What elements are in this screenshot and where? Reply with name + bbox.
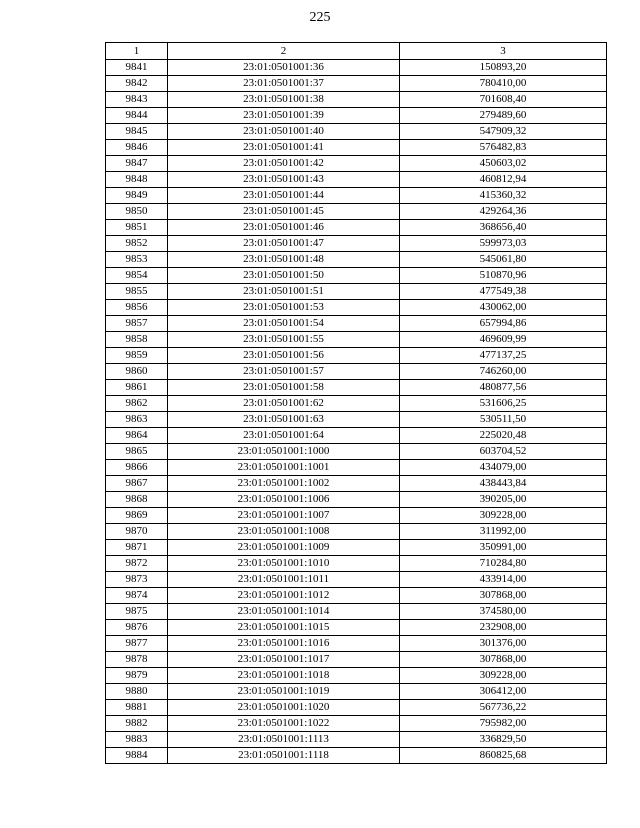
value-cell: 225020,48: [400, 428, 607, 444]
row-number-cell: 9843: [106, 92, 168, 108]
cadastral-number-cell: 23:01:0501001:1017: [168, 652, 400, 668]
row-number-cell: 9880: [106, 684, 168, 700]
value-cell: 469609,99: [400, 332, 607, 348]
cadastral-number-cell: 23:01:0501001:37: [168, 76, 400, 92]
value-cell: 545061,80: [400, 252, 607, 268]
row-number-cell: 9841: [106, 60, 168, 76]
cadastral-number-cell: 23:01:0501001:1008: [168, 524, 400, 540]
table-row: [106, 220, 607, 236]
row-number-cell: 9845: [106, 124, 168, 140]
value-cell: 350991,00: [400, 540, 607, 556]
value-cell: 434079,00: [400, 460, 607, 476]
row-number-cell: 9847: [106, 156, 168, 172]
value-cell: 306412,00: [400, 684, 607, 700]
cadastral-number-cell: 23:01:0501001:40: [168, 124, 400, 140]
value-cell: 390205,00: [400, 492, 607, 508]
row-number-cell: 9863: [106, 412, 168, 428]
value-cell: 374580,00: [400, 604, 607, 620]
table-row: [106, 428, 607, 444]
row-number-cell: 9850: [106, 204, 168, 220]
row-number-cell: 9878: [106, 652, 168, 668]
table-body: [106, 60, 607, 764]
table-row: [106, 748, 607, 764]
row-number-cell: 9876: [106, 620, 168, 636]
value-cell: 430062,00: [400, 300, 607, 316]
row-number-cell: 9849: [106, 188, 168, 204]
row-number-cell: 9868: [106, 492, 168, 508]
row-number-cell: 9853: [106, 252, 168, 268]
cadastral-number-cell: 23:01:0501001:1000: [168, 444, 400, 460]
table-row: [106, 604, 607, 620]
cadastral-number-cell: 23:01:0501001:1002: [168, 476, 400, 492]
table-row: [106, 492, 607, 508]
table-row: [106, 460, 607, 476]
table-row: [106, 412, 607, 428]
value-cell: 710284,80: [400, 556, 607, 572]
value-cell: 480877,56: [400, 380, 607, 396]
row-number-cell: 9865: [106, 444, 168, 460]
value-cell: 701608,40: [400, 92, 607, 108]
page-number: 225: [309, 10, 331, 25]
value-cell: 510870,96: [400, 268, 607, 284]
table-row: [106, 332, 607, 348]
table-row: [106, 380, 607, 396]
value-cell: 309228,00: [400, 508, 607, 524]
row-number-cell: 9844: [106, 108, 168, 124]
value-cell: 576482,83: [400, 140, 607, 156]
value-cell: 279489,60: [400, 108, 607, 124]
table-row: [106, 540, 607, 556]
row-number-cell: 9879: [106, 668, 168, 684]
value-cell: 603704,52: [400, 444, 607, 460]
cadastral-number-cell: 23:01:0501001:36: [168, 60, 400, 76]
row-number-cell: 9848: [106, 172, 168, 188]
column-header-2: 2: [168, 43, 400, 60]
cadastral-number-cell: 23:01:0501001:43: [168, 172, 400, 188]
table-row: [106, 172, 607, 188]
column-header-3: 3: [400, 43, 607, 60]
row-number-cell: 9862: [106, 396, 168, 412]
table-row: [106, 92, 607, 108]
cadastral-number-cell: 23:01:0501001:39: [168, 108, 400, 124]
value-cell: 311992,00: [400, 524, 607, 540]
table-row: [106, 524, 607, 540]
row-number-cell: 9866: [106, 460, 168, 476]
row-number-cell: 9861: [106, 380, 168, 396]
row-number-cell: 9882: [106, 716, 168, 732]
cadastral-number-cell: 23:01:0501001:1011: [168, 572, 400, 588]
cadastral-number-cell: 23:01:0501001:54: [168, 316, 400, 332]
value-cell: 477137,25: [400, 348, 607, 364]
cadastral-number-cell: 23:01:0501001:1012: [168, 588, 400, 604]
table-row: [106, 60, 607, 76]
value-cell: 307868,00: [400, 652, 607, 668]
table-row: [106, 188, 607, 204]
table-row: [106, 76, 607, 92]
column-header-1: 1: [106, 43, 168, 60]
row-number-cell: 9851: [106, 220, 168, 236]
cadastral-number-cell: 23:01:0501001:1019: [168, 684, 400, 700]
value-cell: 567736,22: [400, 700, 607, 716]
cadastral-number-cell: 23:01:0501001:47: [168, 236, 400, 252]
table-row: [106, 156, 607, 172]
table-row: [106, 268, 607, 284]
table-row: [106, 252, 607, 268]
row-number-cell: 9881: [106, 700, 168, 716]
row-number-cell: 9858: [106, 332, 168, 348]
table-row: [106, 636, 607, 652]
row-number-cell: 9870: [106, 524, 168, 540]
row-number-cell: 9864: [106, 428, 168, 444]
row-number-cell: 9867: [106, 476, 168, 492]
cadastral-number-cell: 23:01:0501001:46: [168, 220, 400, 236]
cadastral-number-cell: 23:01:0501001:57: [168, 364, 400, 380]
cadastral-number-cell: 23:01:0501001:51: [168, 284, 400, 300]
value-cell: 232908,00: [400, 620, 607, 636]
cadastral-number-cell: 23:01:0501001:48: [168, 252, 400, 268]
cadastral-number-cell: 23:01:0501001:1007: [168, 508, 400, 524]
table-row: [106, 620, 607, 636]
value-cell: 433914,00: [400, 572, 607, 588]
cadastral-number-cell: 23:01:0501001:45: [168, 204, 400, 220]
row-number-cell: 9852: [106, 236, 168, 252]
cadastral-number-cell: 23:01:0501001:1009: [168, 540, 400, 556]
cadastral-number-cell: 23:01:0501001:56: [168, 348, 400, 364]
value-cell: 547909,32: [400, 124, 607, 140]
value-cell: 415360,32: [400, 188, 607, 204]
row-number-cell: 9874: [106, 588, 168, 604]
value-cell: 438443,84: [400, 476, 607, 492]
cadastral-number-cell: 23:01:0501001:1022: [168, 716, 400, 732]
table-row: [106, 588, 607, 604]
cadastral-number-cell: 23:01:0501001:63: [168, 412, 400, 428]
value-cell: 429264,36: [400, 204, 607, 220]
cadastral-number-cell: 23:01:0501001:50: [168, 268, 400, 284]
cadastral-number-cell: 23:01:0501001:1015: [168, 620, 400, 636]
table-row: [106, 444, 607, 460]
row-number-cell: 9859: [106, 348, 168, 364]
value-cell: 530511,50: [400, 412, 607, 428]
value-cell: 336829,50: [400, 732, 607, 748]
row-number-cell: 9871: [106, 540, 168, 556]
table-row: [106, 396, 607, 412]
row-number-cell: 9846: [106, 140, 168, 156]
table-row: [106, 300, 607, 316]
table-row: [106, 476, 607, 492]
table-row: [106, 668, 607, 684]
row-number-cell: 9869: [106, 508, 168, 524]
table-row: [106, 204, 607, 220]
value-cell: 531606,25: [400, 396, 607, 412]
data-table: [105, 42, 607, 764]
cadastral-number-cell: 23:01:0501001:44: [168, 188, 400, 204]
cadastral-number-cell: 23:01:0501001:38: [168, 92, 400, 108]
row-number-cell: 9857: [106, 316, 168, 332]
row-number-cell: 9872: [106, 556, 168, 572]
value-cell: 657994,86: [400, 316, 607, 332]
row-number-cell: 9855: [106, 284, 168, 300]
cadastral-number-cell: 23:01:0501001:1018: [168, 668, 400, 684]
table-row: [106, 684, 607, 700]
value-cell: 780410,00: [400, 76, 607, 92]
row-number-cell: 9875: [106, 604, 168, 620]
table-row: [106, 556, 607, 572]
value-cell: 860825,68: [400, 748, 607, 764]
cadastral-number-cell: 23:01:0501001:58: [168, 380, 400, 396]
table-row: [106, 108, 607, 124]
cadastral-number-cell: 23:01:0501001:53: [168, 300, 400, 316]
row-number-cell: 9860: [106, 364, 168, 380]
cadastral-number-cell: 23:01:0501001:41: [168, 140, 400, 156]
value-cell: 460812,94: [400, 172, 607, 188]
row-number-cell: 9842: [106, 76, 168, 92]
row-number-cell: 9884: [106, 748, 168, 764]
cadastral-number-cell: 23:01:0501001:55: [168, 332, 400, 348]
table-row: [106, 508, 607, 524]
row-number-cell: 9877: [106, 636, 168, 652]
header-row: [106, 43, 607, 60]
value-cell: 477549,38: [400, 284, 607, 300]
value-cell: 301376,00: [400, 636, 607, 652]
table-row: [106, 284, 607, 300]
row-number-cell: 9854: [106, 268, 168, 284]
cadastral-number-cell: 23:01:0501001:1014: [168, 604, 400, 620]
table-row: [106, 364, 607, 380]
value-cell: 450603,02: [400, 156, 607, 172]
cadastral-number-cell: 23:01:0501001:42: [168, 156, 400, 172]
table-row: [106, 140, 607, 156]
cadastral-number-cell: 23:01:0501001:1020: [168, 700, 400, 716]
table-row: [106, 700, 607, 716]
table-row: [106, 316, 607, 332]
value-cell: 307868,00: [400, 588, 607, 604]
row-number-cell: 9883: [106, 732, 168, 748]
value-cell: 368656,40: [400, 220, 607, 236]
value-cell: 150893,20: [400, 60, 607, 76]
cadastral-number-cell: 23:01:0501001:64: [168, 428, 400, 444]
table-row: [106, 236, 607, 252]
cadastral-number-cell: 23:01:0501001:62: [168, 396, 400, 412]
value-cell: 795982,00: [400, 716, 607, 732]
table-row: [106, 732, 607, 748]
table-row: [106, 716, 607, 732]
table-row: [106, 572, 607, 588]
value-cell: 746260,00: [400, 364, 607, 380]
table-row: [106, 348, 607, 364]
cadastral-number-cell: 23:01:0501001:1016: [168, 636, 400, 652]
table-row: [106, 652, 607, 668]
cadastral-number-cell: 23:01:0501001:1113: [168, 732, 400, 748]
row-number-cell: 9856: [106, 300, 168, 316]
cadastral-number-cell: 23:01:0501001:1118: [168, 748, 400, 764]
cadastral-number-cell: 23:01:0501001:1001: [168, 460, 400, 476]
table-row: [106, 124, 607, 140]
value-cell: 309228,00: [400, 668, 607, 684]
value-cell: 599973,03: [400, 236, 607, 252]
cadastral-number-cell: 23:01:0501001:1006: [168, 492, 400, 508]
cadastral-number-cell: 23:01:0501001:1010: [168, 556, 400, 572]
row-number-cell: 9873: [106, 572, 168, 588]
